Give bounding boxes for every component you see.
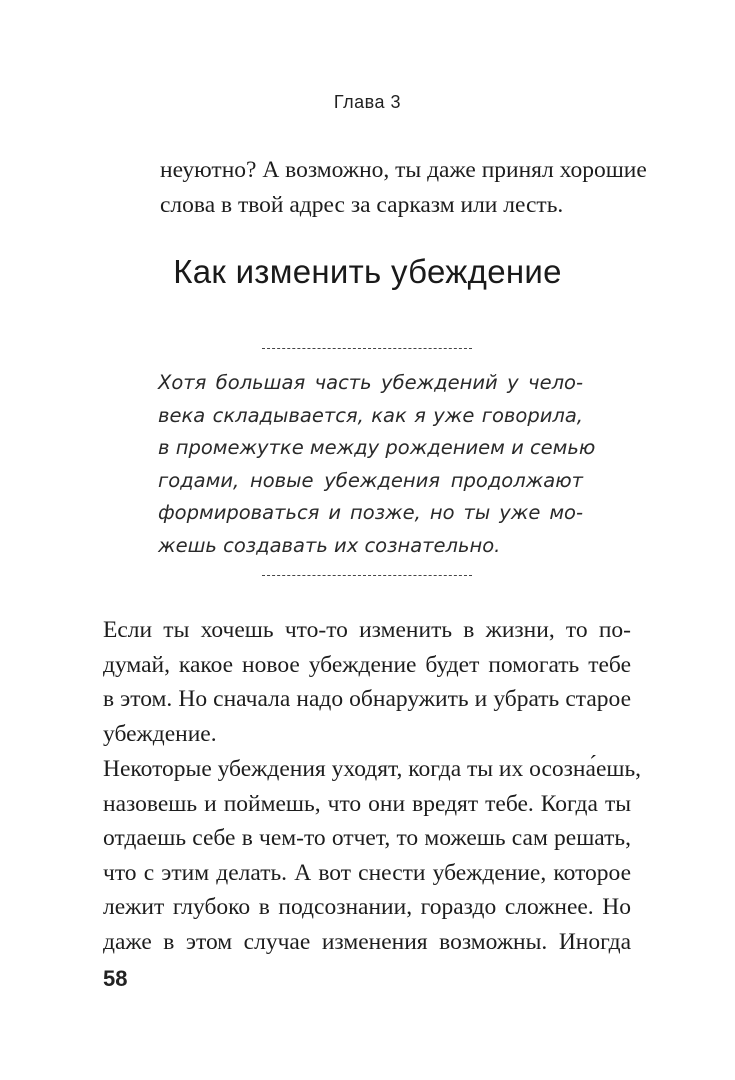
paragraph-3 <box>103 752 642 959</box>
dashed-divider-bottom <box>262 575 472 576</box>
quote-line: века складывается, как я уже говорила, <box>158 403 583 427</box>
section-heading: Как изменить убеждение <box>173 253 562 290</box>
paragraph-continued <box>160 153 647 222</box>
dashed-divider-top <box>262 348 472 349</box>
quote-line: годами, новые убеждения продолжают <box>158 468 583 492</box>
text-line: лежит глубоко в подсознании, гораздо сложнее. Но <box>103 894 631 920</box>
text-line: что с этим делать. А вот снести убеждение, которое <box>103 859 631 886</box>
quote-line: жешь создавать их сознательно. <box>158 533 501 557</box>
page-number: 58 <box>103 966 128 991</box>
callout-quote <box>158 367 596 563</box>
text-line: убеждение. <box>103 720 217 747</box>
text-line: назовешь и поймешь, что они вредят тебе. Когда ты <box>103 790 631 817</box>
text-line: в этом. Но сначала надо обнаружить и убрать старое <box>103 686 631 712</box>
text-line: думай, какое новое убеждение будет помогать тебе <box>103 651 631 678</box>
quote-line: формироваться и позже, но ты уже мо- <box>158 501 583 525</box>
text-line: отдаешь себе в чем-то отчет, то можешь сам решать, <box>103 825 631 851</box>
text-line: слова в твой адрес за сарказм или лесть. <box>160 191 564 218</box>
text-line: даже в этом случае изменения возможны. Иногда <box>103 928 631 955</box>
quote-line: Хотя большая часть убеждений у чело- <box>158 371 583 394</box>
text-line: Если ты хочешь что-то изменить в жизни, то по- <box>103 617 631 643</box>
text-line: Некоторые убеждения уходят, когда ты их осозна́ешь, <box>103 756 642 782</box>
text-line: неуютно? А возможно, ты даже принял хорошие <box>160 157 647 183</box>
quote-line: в промежутке между рождением и семью <box>158 436 596 460</box>
running-head: Глава 3 <box>333 92 402 112</box>
paragraph-2 <box>103 613 631 751</box>
